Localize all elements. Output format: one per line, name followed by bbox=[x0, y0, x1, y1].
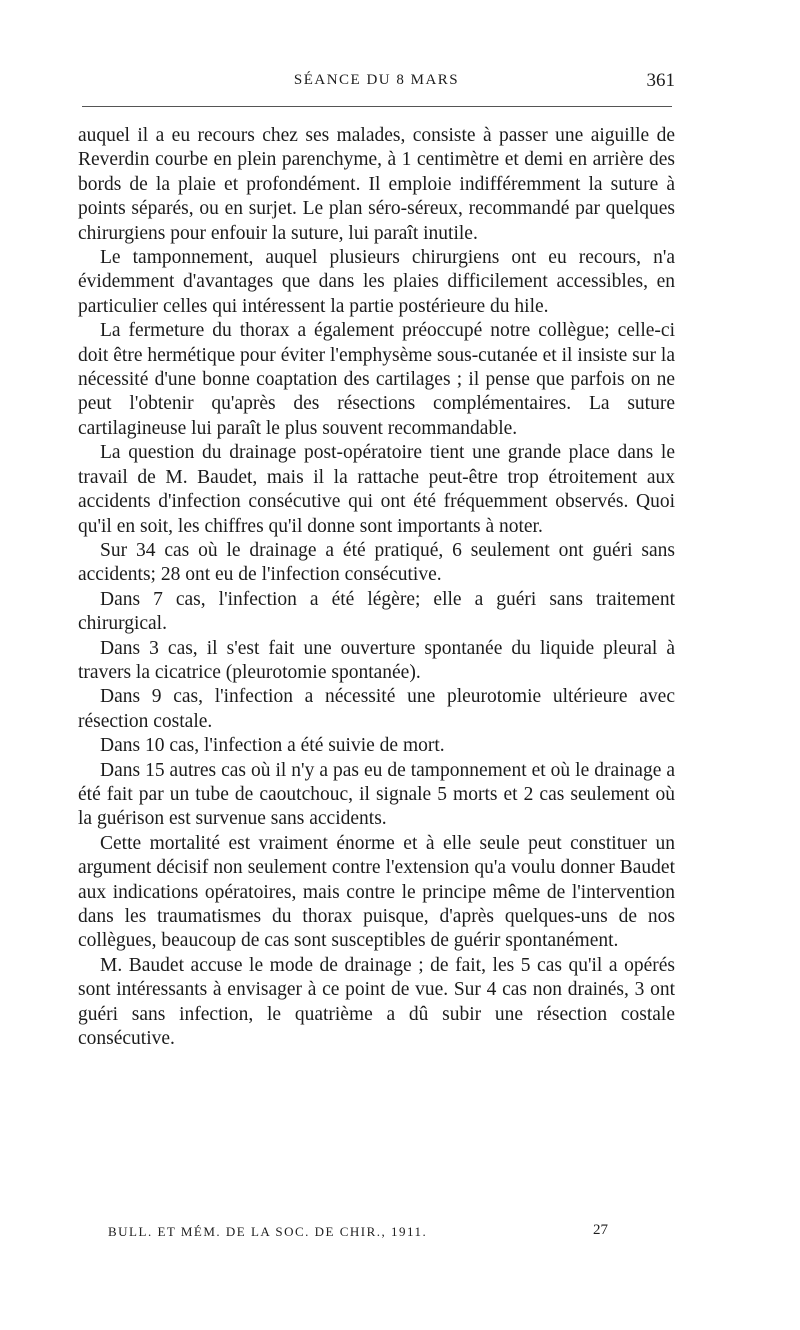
paragraph: La fermeture du thorax a également préoccupé notre collègue; celle-ci doit être hermétique pour éviter l'emphysème sous-cutanée et il insiste sur la nécessité d'une bonne coaptation des cartilages ; il pense que parfois on ne peut l'obtenir qu'après des résections complémentaires. La suture cartilagineuse lui paraît le plus souvent recommandable. bbox=[78, 320, 675, 439]
body-text bbox=[78, 124, 675, 1051]
paragraph: Dans 15 autres cas où il n'y a pas eu de tamponnement et où le drainage a été fait par un tube de caoutchouc, il signale 5 morts et 2 cas seulement où la guérison est survenue sans accidents. bbox=[78, 759, 675, 830]
paragraph: M. Baudet accuse le mode de drainage ; de fait, les 5 cas qu'il a opérés sont intéressants à envisager à ce point de vue. Sur 4 cas non drainés, 3 ont guéri sans infection, le quatrième a dû subir une résection costale consécutive. bbox=[78, 954, 675, 1050]
paragraph: auquel il a eu recours chez ses malades, consiste à passer une aiguille de Reverdin courbe en plein parenchyme, à 1 centimètre et demi en arrière des bords de la plaie et profondément. Il emploie indifféremment la suture à points séparés, ou en surjet. Le plan séro-séreux, recommandé par quelques chirurgiens pour enfouir la suture, lui paraît inutile. bbox=[78, 125, 675, 244]
paragraph: Dans 10 cas, l'infection a été suivie de mort. bbox=[100, 735, 445, 757]
header-title: SÉANCE DU 8 MARS bbox=[293, 72, 460, 88]
signature-number: 27 bbox=[593, 1222, 608, 1238]
footer bbox=[108, 1224, 608, 1244]
paragraph: Dans 7 cas, l'infection a été légère; elle a guéri sans traitement chirurgical. bbox=[78, 588, 675, 635]
paragraph: Cette mortalité est vraiment énorme et à elle seule peut constituer un argument décisif non seulement contre l'extension qu'a voulu donner Baudet aux indications opératoires, mais contre le principe même de l'intervention dans les traumatismes du thorax puisque, d'après quelques-uns de nos collègues, beaucoup de cas sont susceptibles de guérir spontanément. bbox=[78, 832, 675, 952]
running-header bbox=[78, 72, 675, 94]
paragraph: La question du drainage post-opératoire tient une grande place dans le travail de M. Baudet, mais il la rattache peut-être trop étroitement aux accidents d'infection consécutive qui ont été fréquemment observés. Quoi qu'il en soit, les chiffres qu'il donne sont importants à noter. bbox=[78, 442, 675, 537]
page-number: 361 bbox=[646, 70, 675, 91]
paragraph: Sur 34 cas où le drainage a été pratiqué, 6 seulement ont guéri sans accidents; 28 ont eu de l'infection consécutive. bbox=[78, 539, 675, 586]
paragraph: Le tamponnement, auquel plusieurs chirurgiens ont eu recours, n'a évidemment d'avantages que dans les plaies difficilement accessibles, en particulier celles qui intéressent la partie postérieure du hile. bbox=[78, 247, 675, 317]
paragraph: Dans 3 cas, il s'est fait une ouverture spontanée du liquide pleural à travers la cicatrice (pleurotomie spontanée). bbox=[78, 637, 675, 683]
paragraph: Dans 9 cas, l'infection a nécessité une pleurotomie ultérieure avec résection costale. bbox=[78, 686, 675, 732]
header-rule bbox=[82, 106, 672, 107]
journal-reference: BULL. ET MÉM. DE LA SOC. DE CHIR., 1911. bbox=[108, 1224, 428, 1239]
